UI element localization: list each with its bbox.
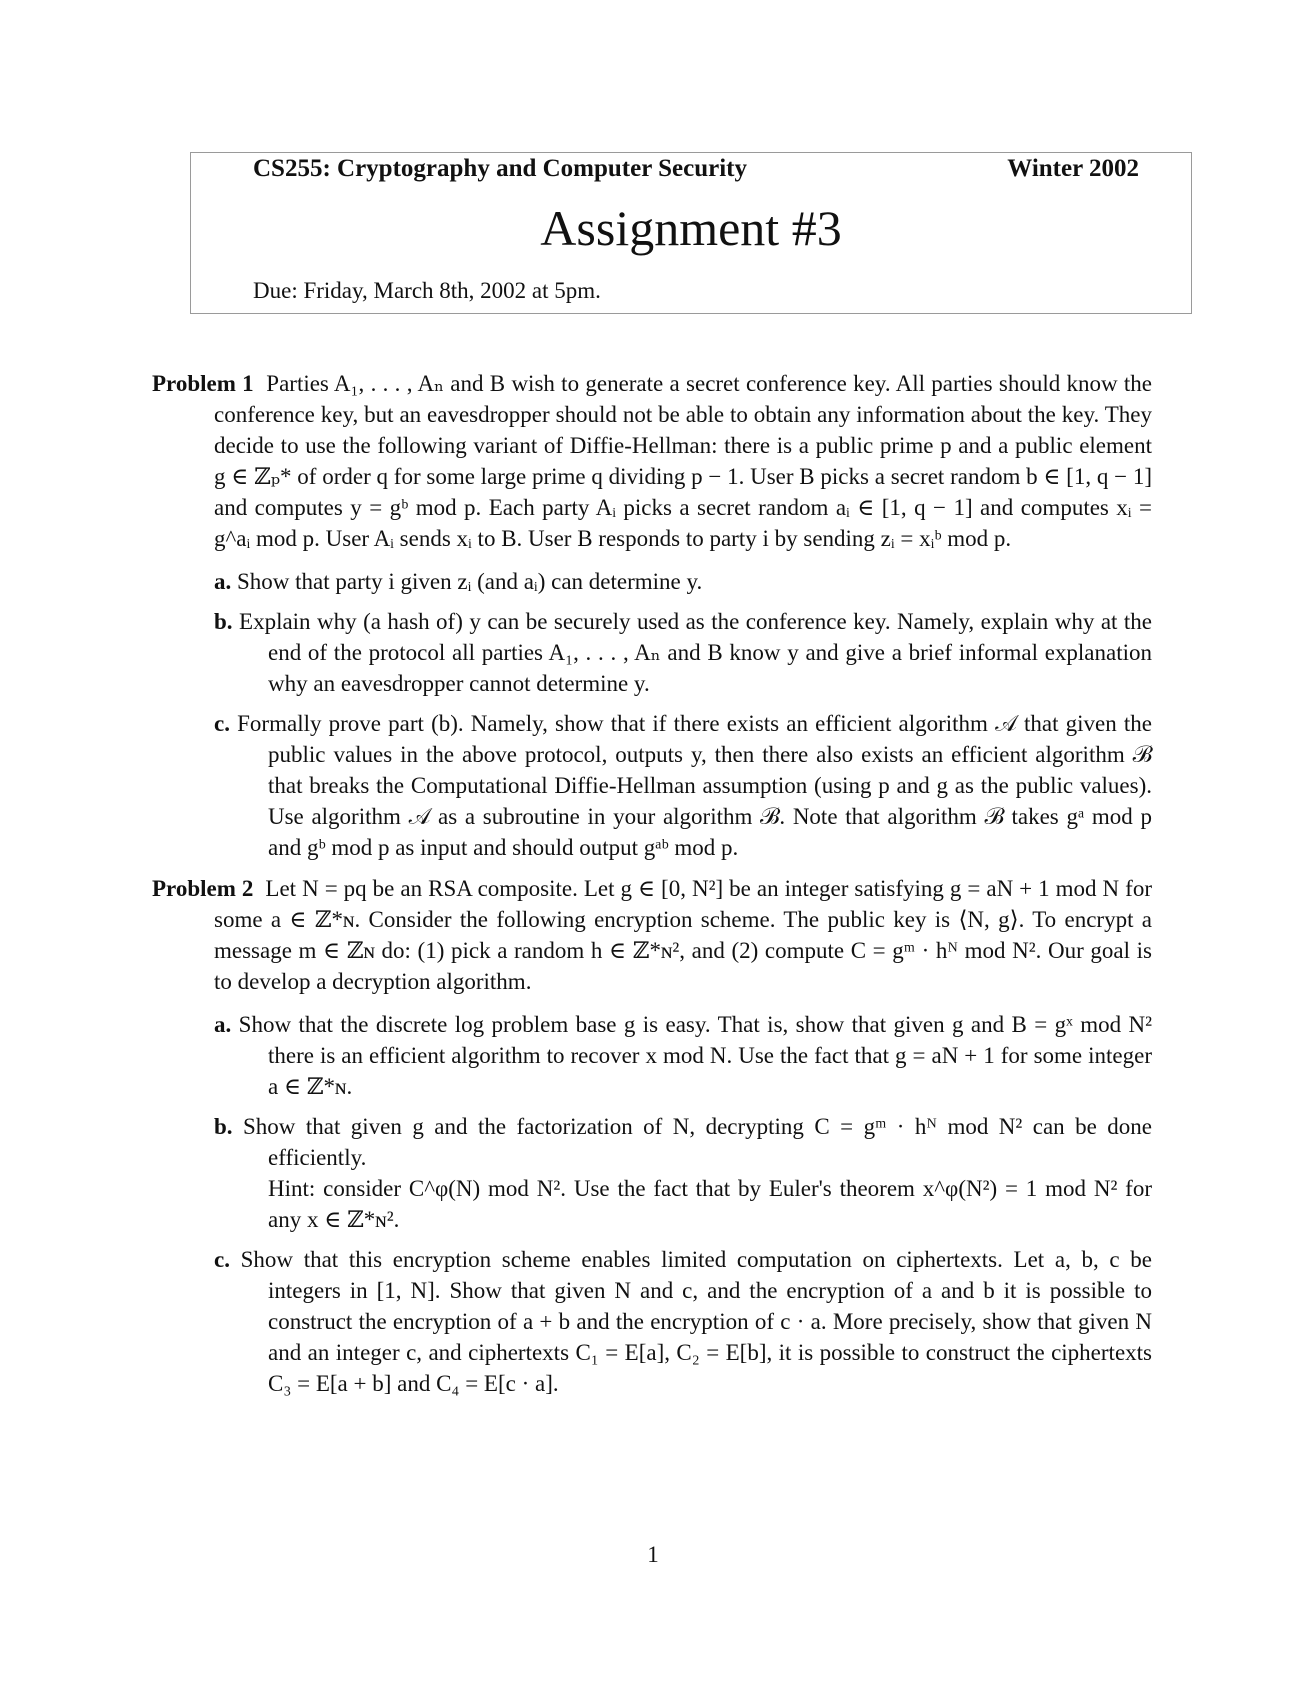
problem-1-part-c (214, 708, 1152, 863)
part-label: c. (214, 711, 230, 736)
part-text: Formally prove part (b). Namely, show that if there exists an efficient algorithm 𝒜 that given the public values in the above protocol, outputs y, then there also exists an efficient algorithm ℬ that breaks the Computational Diffie-Hellman assumption (using p and g as the public values). Use algorithm 𝒜 as a subroutine in your algorithm ℬ. Note that algorithm ℬ takes gᵃ mod p and gᵇ mod p as input and should output gᵃᵇ mod p. (237, 711, 1153, 860)
problem-2-part-c (214, 1244, 1152, 1399)
header-box (190, 152, 1192, 314)
problem-2 (152, 873, 1152, 1399)
part-text: Show that given g and the factorization of N, decrypting C = gᵐ · hᴺ mod N² can be done efficiently. (243, 1114, 1152, 1170)
part-text: Show that this encryption scheme enables limited computation on ciphertexts. Let a, b, c be integers in [1, N]. Show that given N and c, and the encryption of a and b it is possible to construct the encryption of a + b and the encryption of c · a. More precisely, show that given N and an integer c, and ciphertexts C₁ = E[a], C₂ = E[b], it is possible to construct the ciphertexts C₃ = E[a + b] and C₄ = E[c · a]. (240, 1247, 1152, 1396)
course-title: CS255: Cryptography and Computer Security (253, 155, 747, 182)
problem-1-part-b (214, 606, 1152, 699)
problem-2-label: Problem 2 (152, 876, 254, 901)
problem-1 (152, 368, 1152, 863)
term: Winter 2002 (1007, 155, 1139, 182)
page-number: 1 (647, 1542, 659, 1567)
problem-1-intro: Parties A₁, . . . , Aₙ and B wish to generate a secret conference key. All parties should know the conference key, but an eavesdropper should not be able to obtain any information about the key. They decide to use the following variant of Diffie-Hellman: there is a public prime p and a public element g ∈ ℤₚ* of order q for some large prime q dividing p − 1. User B picks a secret random b ∈ [1, q − 1] and computes y = gᵇ mod p. Each party Aᵢ picks a secret random aᵢ ∈ [1, q − 1] and computes xᵢ = g^aᵢ mod p. User Aᵢ sends xᵢ to B. User B responds to party i by sending zᵢ = xᵢᵇ mod p. (214, 371, 1152, 551)
problem-2-intro: Let N = pq be an RSA composite. Let g ∈ [0, N²] be an integer satisfying g = aN + 1 mod N for some a ∈ ℤ*ɴ. Consider the following encryption scheme. The public key is ⟨N, g⟩. To encrypt a message m ∈ ℤɴ do: (1) pick a random h ∈ ℤ*ɴ², and (2) compute C = gᵐ · hᴺ mod N². Our goal is to develop a decryption algorithm. (214, 876, 1152, 994)
document-body (152, 368, 1152, 1409)
due-date: Due: Friday, March 8th, 2002 at 5pm. (253, 278, 601, 303)
hint: Hint: consider C^φ(N) mod N². Use the fact that by Euler's theorem x^φ(N²) = 1 mod N² for any x ∈ ℤ*ɴ². (268, 1176, 1152, 1232)
problem-1-label: Problem 1 (152, 371, 254, 396)
problem-2-statement (152, 873, 1152, 997)
part-label: a. (214, 1012, 232, 1037)
problem-1-statement (152, 368, 1152, 554)
part-text: Show that party i given zᵢ (and aᵢ) can determine y. (237, 569, 703, 594)
assignment-title: Assignment #3 (540, 200, 842, 256)
problem-2-part-a (214, 1009, 1152, 1102)
problem-2-part-b (214, 1111, 1152, 1235)
part-text: Show that the discrete log problem base g is easy. That is, show that given g and B = gˣ mod N² there is an efficient algorithm to recover x mod N. Use the fact that g = aN + 1 for some integer a ∈ ℤ*ɴ. (238, 1012, 1152, 1099)
part-text: Explain why (a hash of) y can be securely used as the conference key. Namely, explain why at the end of the protocol all parties A₁, . . . , Aₙ and B know y and give a brief informal explanation why an eavesdropper cannot determine y. (239, 609, 1152, 696)
part-label: c. (214, 1247, 230, 1272)
part-label: b. (214, 609, 233, 634)
part-label: a. (214, 569, 232, 594)
part-label: b. (214, 1114, 233, 1139)
problem-1-part-a (214, 566, 1152, 597)
